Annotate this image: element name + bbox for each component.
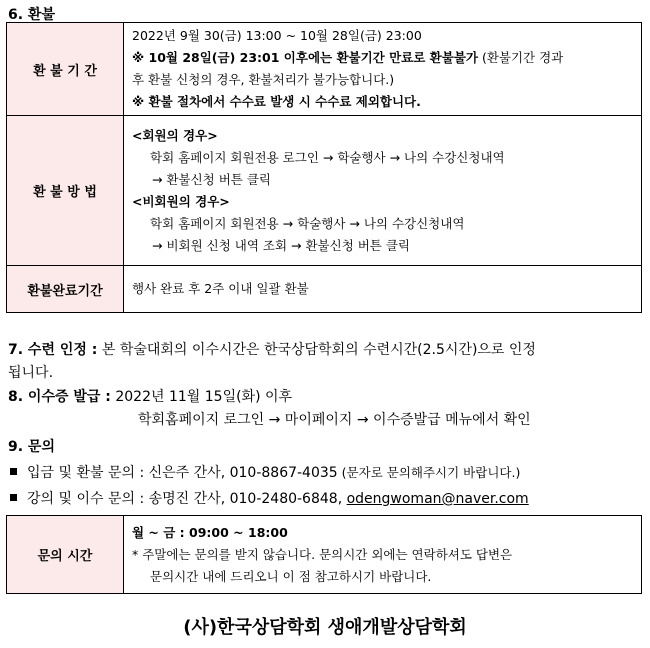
training-text: 본 학술대회의 이수시간은 한국상담학회의 수련시간(2.5시간)으로 인정 xyxy=(97,342,536,358)
refund-method-value xyxy=(124,116,642,266)
refund-complete-row xyxy=(7,266,642,313)
refund-period-note xyxy=(132,47,633,69)
nonmember-step-1: 학회 홈페이지 회원전용 → 학술행사 → 나의 수강신청내역 xyxy=(150,215,465,231)
inquiry-hours-note: * 주말에는 문의를 받지 않습니다. 문의시간 외에는 연락하셔도 답변은 xyxy=(132,546,513,562)
inquiry-item-payment xyxy=(10,462,520,482)
refund-method-label: 환 불 방 법 xyxy=(7,116,124,266)
organizer-footer: (사)한국상담학회 생애개발상담학회 xyxy=(183,617,467,638)
inquiry-hours-note-cont: 문의시간 내에 드리오니 이 점 참고하시기 바랍니다. xyxy=(150,568,432,584)
training-text-cont: 됩니다. xyxy=(8,365,54,381)
certificate-date: 2022년 11월 15일(화) 이후 xyxy=(110,389,293,405)
inquiry-payment-contact: 입금 및 환불 문의 : 신은주 간사, 010-8867-4035 xyxy=(27,465,338,481)
refund-fee-note: ※ 환불 절차에서 수수료 발생 시 수수료 제외합니다. xyxy=(132,94,421,109)
training-label: 7. 수련 인정 : xyxy=(8,342,98,358)
refund-period-note-cont: 후 환불 신청의 경우, 환불처리가 불가능합니다.) xyxy=(132,72,395,87)
member-step-1: 학회 홈페이지 회원전용 로그인 → 학술행사 → 나의 수강신청내역 xyxy=(150,149,505,165)
training-section xyxy=(8,339,638,385)
inquiry-hours-table xyxy=(6,515,642,594)
refund-complete-text: 행사 완료 후 2주 이내 일괄 환불 xyxy=(132,281,309,296)
member-step-2: → 환불신청 버튼 클릭 xyxy=(152,171,271,187)
nonmember-step-2: → 비회원 신청 내역 조회 → 환불신청 버튼 클릭 xyxy=(152,237,411,253)
refund-section-title: 6. 환불 xyxy=(8,7,55,23)
inquiry-payment-note: (문자로 문의해주시기 바랍니다.) xyxy=(337,465,521,480)
refund-period-value xyxy=(124,23,642,116)
certificate-steps: 학회홈페이지 로그인 → 마이페이지 → 이수증발급 메뉴에서 확인 xyxy=(138,412,531,428)
inquiry-section-title: 9. 문의 xyxy=(8,439,55,455)
refund-table xyxy=(6,22,642,313)
square-bullet-icon xyxy=(10,468,17,475)
member-heading: <회원의 경우> xyxy=(132,127,218,143)
inquiry-hours-time: 월 ~ 금 : 09:00 ~ 18:00 xyxy=(132,524,288,540)
inquiry-hours-value xyxy=(124,516,642,594)
inquiry-hours-row xyxy=(7,516,642,594)
contact-email-link[interactable]: odengwoman@naver.com xyxy=(346,491,529,507)
inquiry-hours-label: 문의 시간 xyxy=(7,516,124,594)
refund-deadline-warning: ※ 10월 28일(금) 23:01 이후에는 환불기간 만료로 환불불가 xyxy=(132,50,478,65)
inquiry-item-course xyxy=(10,488,529,508)
nonmember-heading: <비회원의 경우> xyxy=(132,193,230,209)
refund-period-label: 환 불 기 간 xyxy=(7,23,124,116)
refund-complete-label: 환불완료기간 xyxy=(7,266,124,313)
refund-method-row xyxy=(7,116,642,266)
refund-complete-value xyxy=(124,266,642,313)
refund-period-dates: 2022년 9월 30(금) 13:00 ~ 10월 28일(금) 23:00 xyxy=(132,28,422,43)
refund-deadline-extra: (환불기간 경과 xyxy=(477,50,564,65)
inquiry-course-contact: 강의 및 이수 문의 : 송명진 간사, 010-2480-6848, xyxy=(27,491,343,507)
certificate-section xyxy=(8,386,638,432)
refund-period-row xyxy=(7,23,642,116)
certificate-label: 8. 이수증 발급 : xyxy=(8,389,111,405)
square-bullet-icon xyxy=(10,494,17,501)
